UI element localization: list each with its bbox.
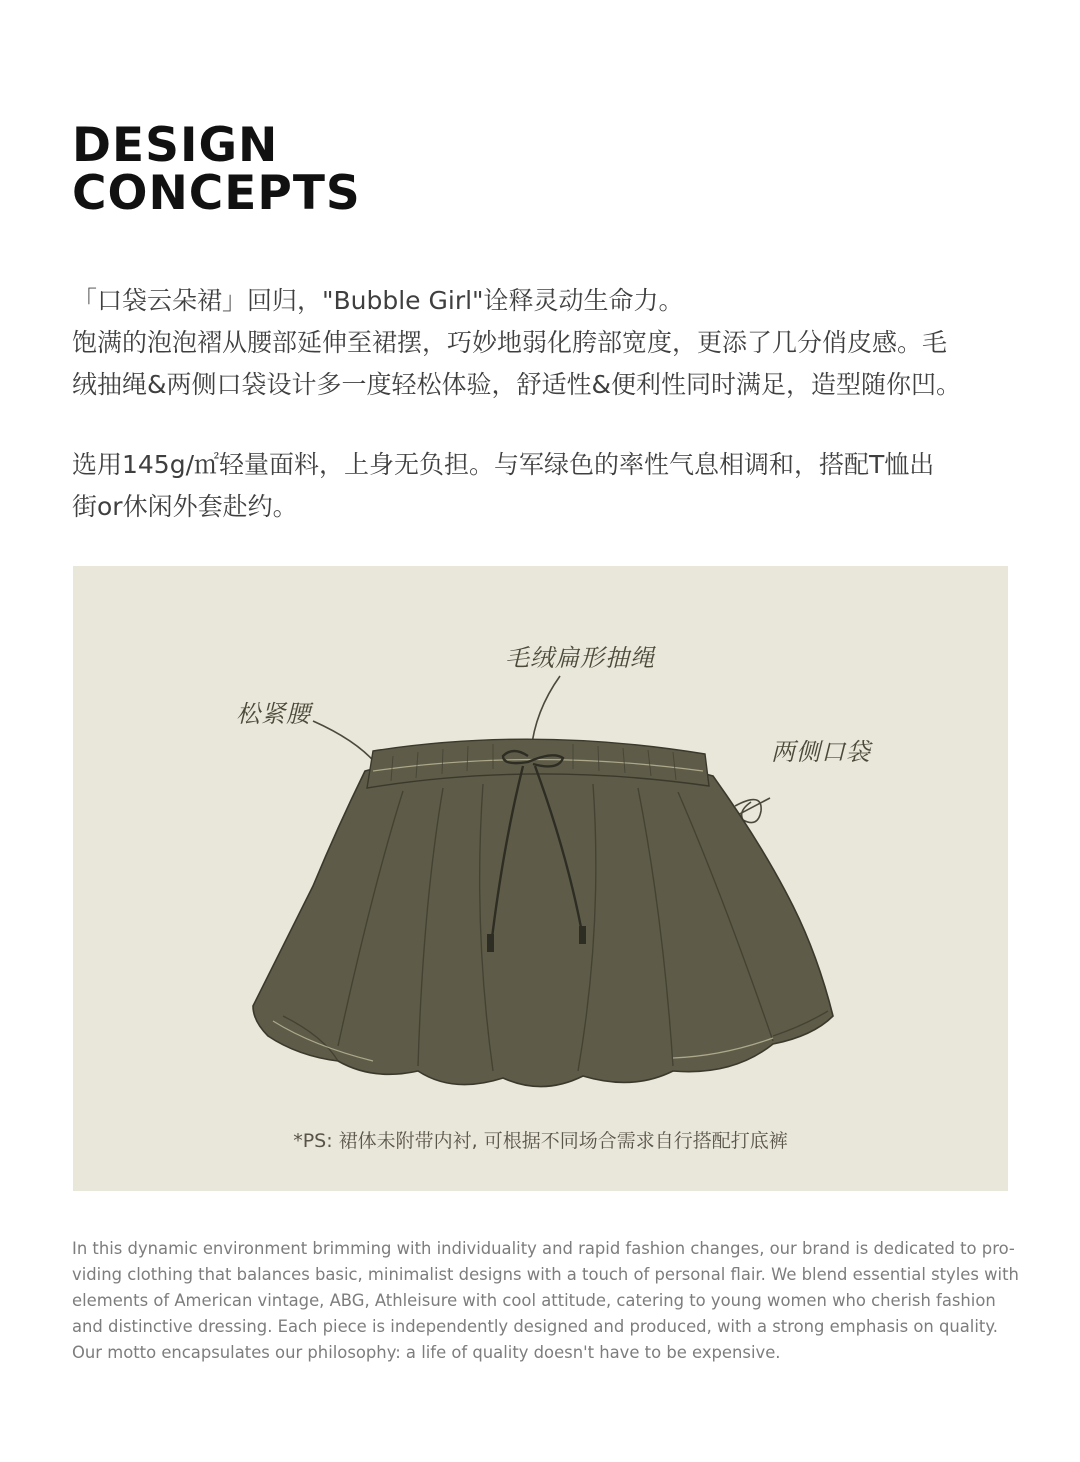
brand-line-4: and distinctive dressing. Each piece is independently designed and produced, with a strong emphasis on quality. (72, 1317, 998, 1336)
label-drawstring: 毛绒扁形抽绳 (505, 644, 655, 672)
fabric-paragraph (72, 444, 1017, 528)
title-line-2: CONCEPTS (72, 166, 361, 221)
fabric-line-2: 街or休闲外套赴约。 (72, 492, 298, 521)
intro-paragraph (72, 280, 1017, 406)
brand-line-3: elements of American vintage, ABG, Athleisure with cool attitude, catering to young women who cherish fashion (72, 1291, 996, 1310)
brand-line-2: viding clothing that balances basic, minimalist designs with a touch of personal flair. We blend essential styles with (72, 1265, 1019, 1284)
brand-statement (72, 1236, 1019, 1366)
title-line-1: DESIGN (72, 118, 279, 173)
drawstring-tip-left (487, 934, 494, 952)
label-side-pockets: 两侧口袋 (771, 738, 871, 766)
label-elastic-waist: 松紧腰 (236, 700, 311, 728)
lining-note: *PS: 裙体未附带内衬, 可根据不同场合需求自行搭配打底裤 (293, 1130, 788, 1152)
drawstring-tip-right (579, 926, 586, 944)
page-title (72, 118, 361, 221)
intro-line-2: 饱满的泡泡褶从腰部延伸至裙摆，巧妙地弱化胯部宽度，更添了几分俏皮感。毛 (72, 328, 948, 357)
intro-line-3: 绒抽绳&两侧口袋设计多一度轻松体验，舒适性&便利性同时满足，造型随你凹。 (72, 370, 961, 399)
skirt-illustration (73, 566, 1008, 1191)
brand-line-5: Our motto encapsulates our philosophy: a life of quality doesn't have to be expensive. (72, 1343, 781, 1362)
intro-line-1: 「口袋云朵裙」回归，"Bubble Girl"诠释灵动生命力。 (72, 286, 684, 315)
brand-line-1: In this dynamic environment brimming with individuality and rapid fashion changes, our brand is dedicated to pro- (72, 1239, 1015, 1258)
waist-pointer-line (313, 721, 378, 766)
fabric-line-1: 选用145g/㎡轻量面料，上身无负担。与军绿色的率性气息相调和，搭配T恤出 (72, 450, 935, 479)
